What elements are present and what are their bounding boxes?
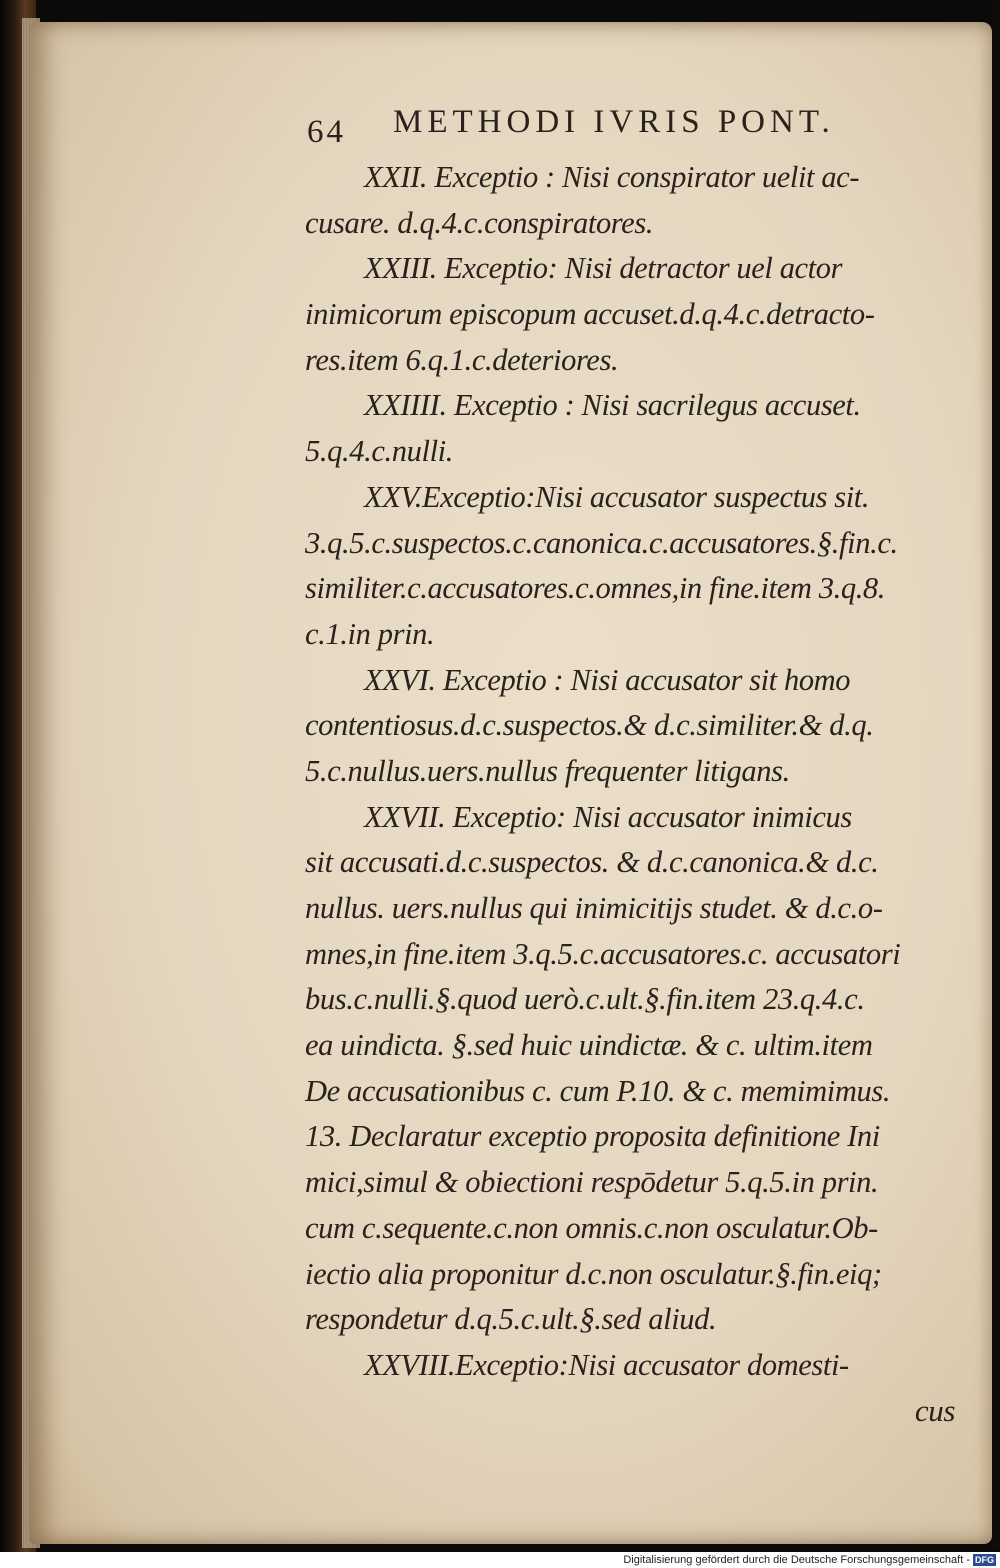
text-line: 3.q.5.c.suspectos.c.canonica.c.accusatores.§.fin.c. [305,524,898,560]
text-line: XXVIII.Exceptio:Nisi accusator domesti- [363,1346,849,1382]
text-line: 13. Declaratur exceptio proposita definitione Ini [305,1118,880,1154]
text-line: XXV.Exceptio:Nisi accusator suspectus sit. [363,478,870,514]
catchword: cus [914,1392,955,1428]
text-line: respondetur d.q.5.c.ult.§.sed aliud. [305,1301,717,1337]
text-line: XXIIII. Exceptio : Nisi sacrilegus accuset. [363,387,861,423]
text-line: 5.c.nullus.uers.nullus frequenter litigans. [305,752,790,788]
text-block [305,104,965,1433]
dfg-logo: DFG [975,1555,994,1566]
text-line: cum c.sequente.c.non omnis.c.non osculatur.Ob- [305,1209,878,1245]
text-line: c.1.in prin. [305,615,435,651]
text-line: bus.c.nulli.§.quod uerò.c.ult.§.fin.item 23.q.4.c. [305,981,865,1017]
text-line: inimicorum episcopum accuset.d.q.4.c.detracto- [305,296,875,332]
running-title: METHODI IVRIS PONT. [393,104,835,140]
text-line: mnes,in fine.item 3.q.5.c.accusatores.c. accusatori [305,935,901,971]
text-line: contentiosus.d.c.suspectos.& d.c.similiter.& d.q. [305,707,874,743]
text-line: XXVII. Exceptio: Nisi accusator inimicus [363,798,852,834]
right-margin-strip [992,0,1000,1550]
text-line: XXII. Exceptio : Nisi conspirator uelit ac- [363,159,860,194]
text-line: res.item 6.q.1.c.deteriores. [305,341,619,377]
text-line: iectio alia proponitur d.c.non osculatur.§.fin.eiq; [305,1255,882,1291]
page-number: 64 [307,114,346,150]
text-line: ea uindicta. §.sed huic uindictæ. & c. ultim.item [305,1027,873,1063]
text-line: XXVI. Exceptio : Nisi accusator sit homo [363,661,851,697]
text-line: cusare. d.q.4.c.conspiratores. [305,204,654,240]
text-line: similiter.c.accusatores.c.omnes,in fine.item 3.q.8. [305,570,886,606]
page-header [305,104,965,154]
digitization-credit: Digitalisierung gefördert durch die Deutsche Forschungsgemeinschaft - [623,1554,970,1566]
text-line: nullus. uers.nullus qui inimicitijs studet. & d.c.o- [305,890,883,925]
body-text [305,154,965,1388]
text-line: sit accusati.d.c.suspectos. & d.c.canonica.& d.c. [305,844,879,880]
text-line: XXIII. Exceptio: Nisi detractor uel actor [363,250,843,286]
text-line: De accusationibus c. cum P.10. & c. memimimus. [305,1072,891,1108]
text-line: 5.q.4.c.nulli. [305,433,453,469]
text-line: mici,simul & obiectioni respōdetur 5.q.5.in prin. [305,1164,879,1200]
digitization-credit-bar [0,1552,1000,1568]
